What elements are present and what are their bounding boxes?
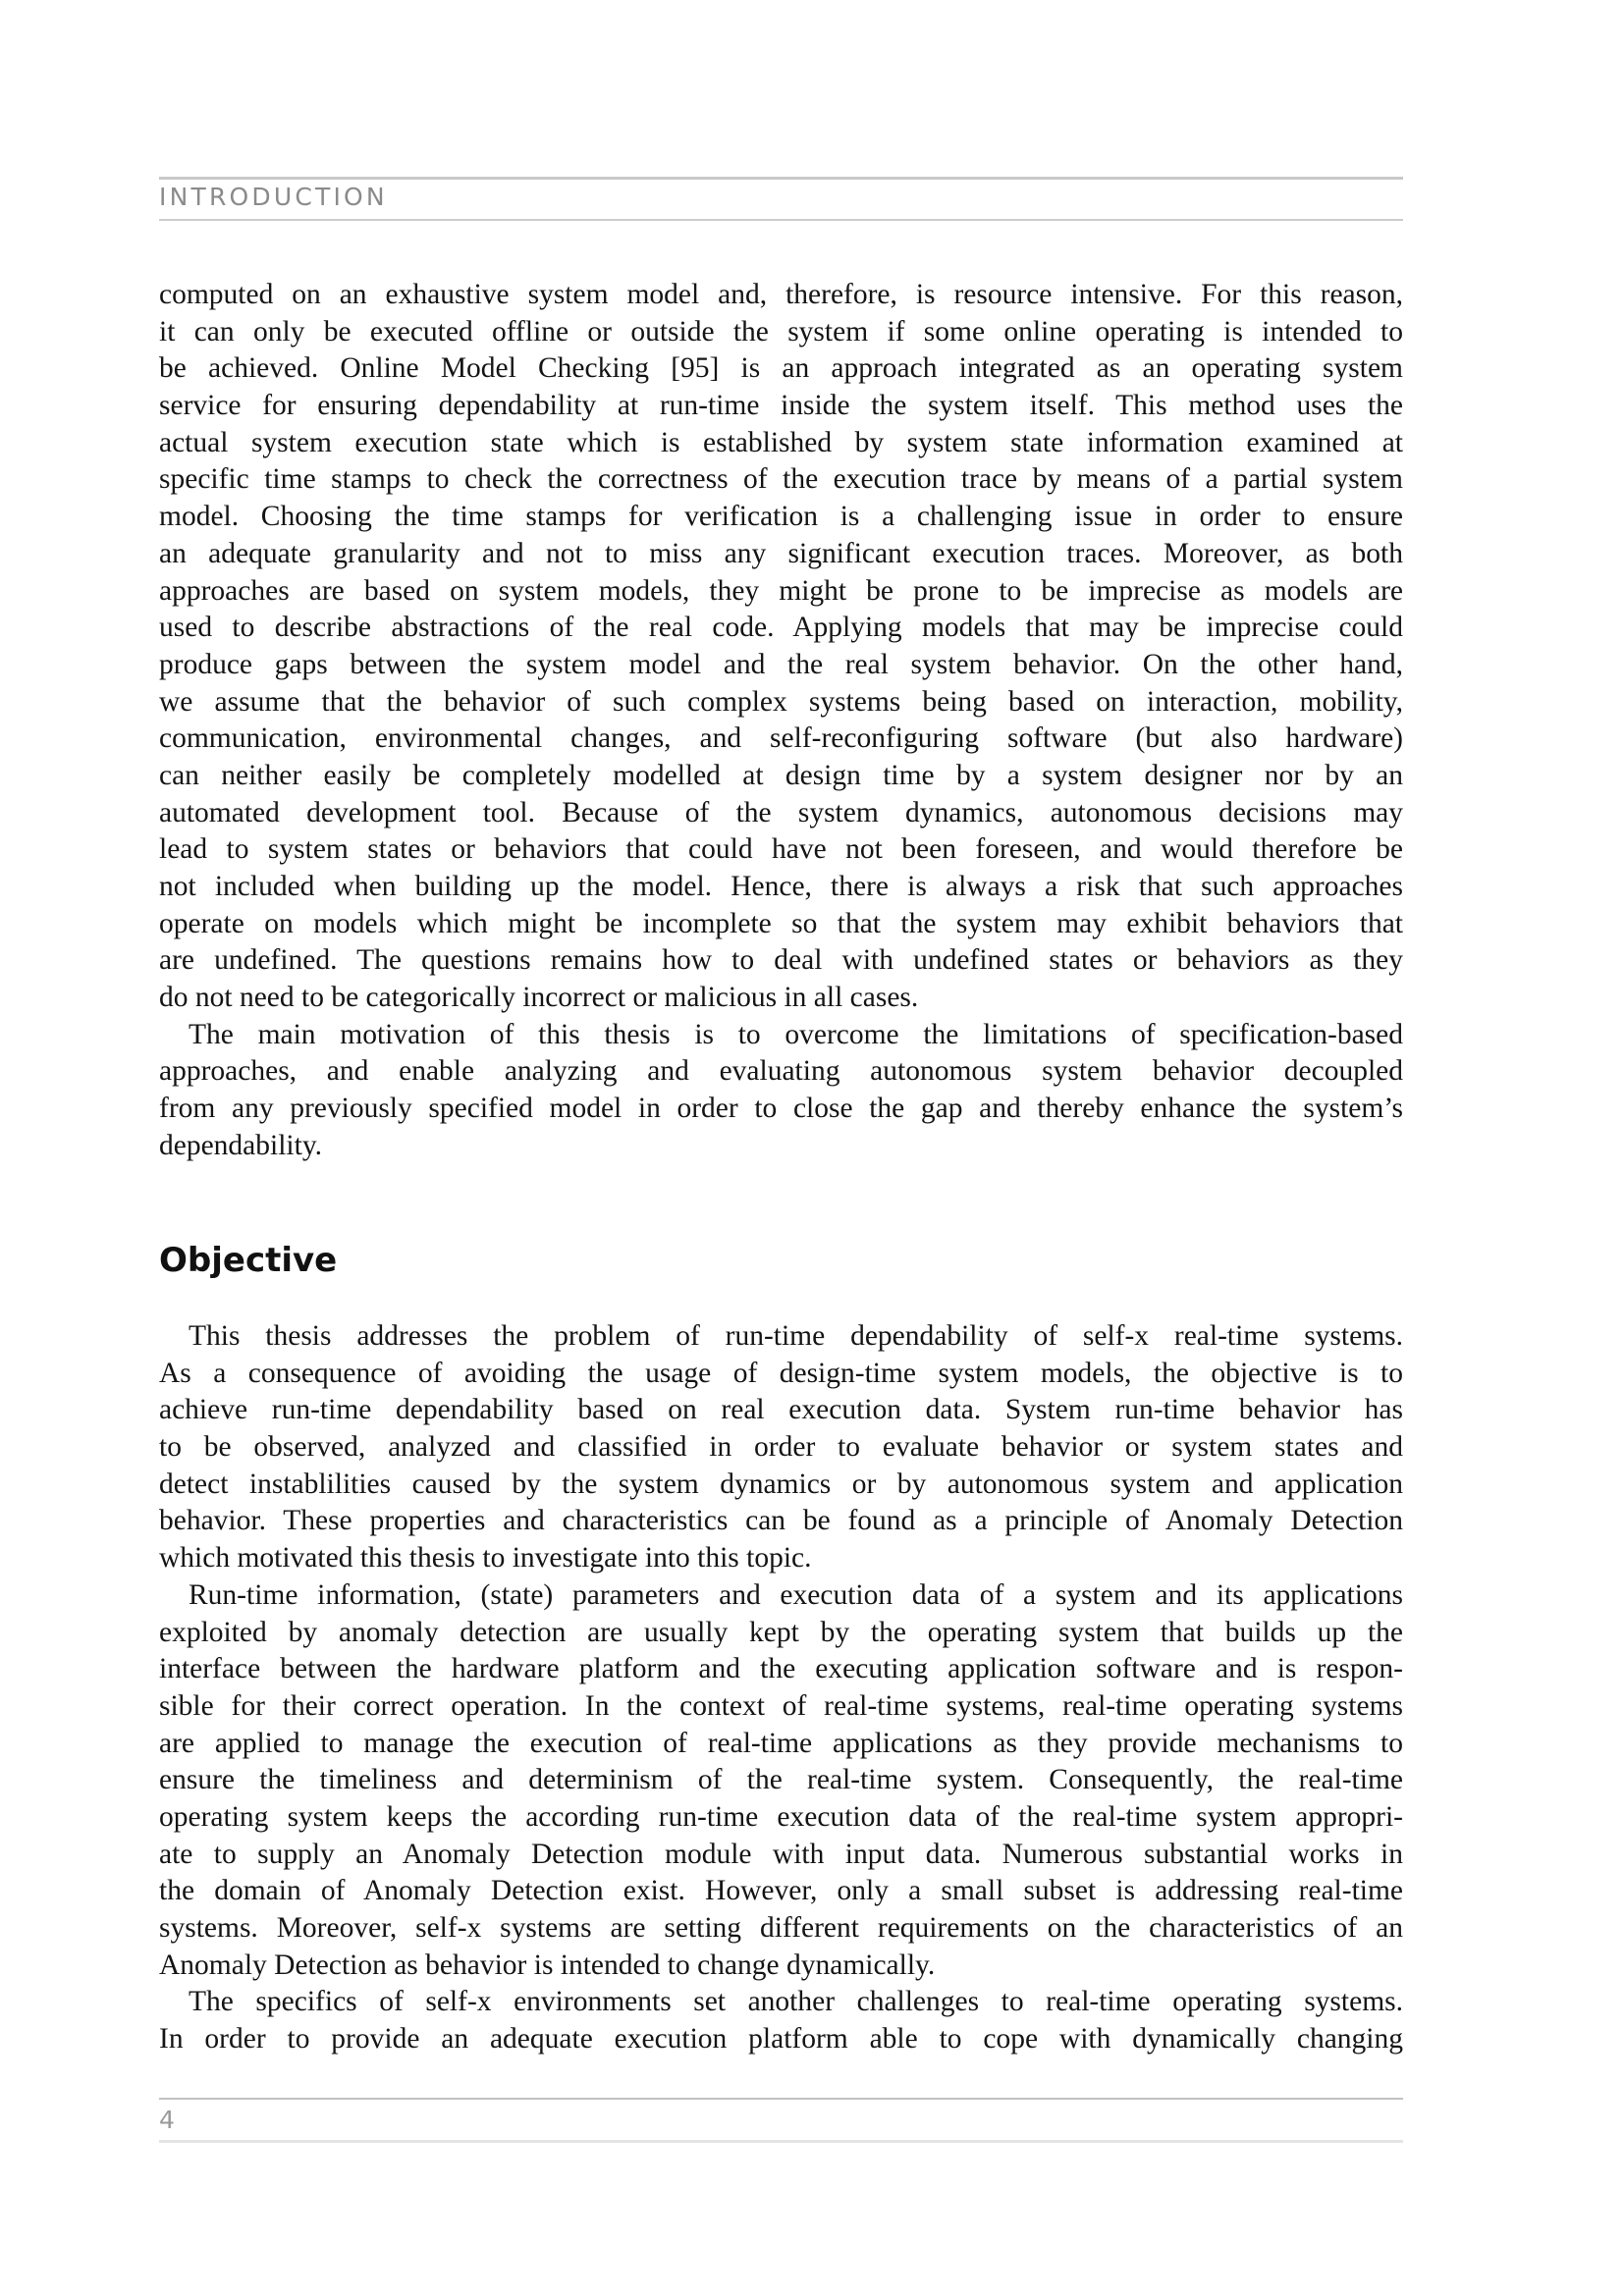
text-line: behavior. These properties and characteristics can be found as a principle of Anomaly Detection <box>159 1505 1403 1537</box>
text-line: ensure the timeliness and determinism of the real-time system. Consequently, the real-time <box>159 1764 1403 1796</box>
footer-bottom-rule <box>159 2140 1403 2143</box>
text-line: achieve run-time dependability based on real execution data. System run-time behavior has <box>159 1394 1403 1426</box>
text-line: communication, environmental changes, and self-reconfiguring software (but also hardware) <box>159 722 1403 755</box>
paragraph <box>159 1577 1403 1985</box>
text-line: In order to provide an adequate execution platform able to cope with dynamically changing <box>159 2023 1403 2056</box>
text-line: service for ensuring dependability at run-time inside the system itself. This method uses the <box>159 390 1403 422</box>
text-line: detect instablilities caused by the system dynamics or by autonomous system and application <box>159 1468 1403 1500</box>
header-bottom-rule <box>159 219 1403 221</box>
text-line: automated development tool. Because of the system dynamics, autonomous decisions may <box>159 796 1403 828</box>
text-line: are undefined. The questions remains how to deal with undefined states or behaviors as they <box>159 944 1403 977</box>
text-line: ate to supply an Anomaly Detection module with input data. Numerous substantial works in <box>159 1838 1403 1870</box>
text-line: Anomaly Detection as behavior is intended to change dynamically. <box>159 1949 936 1981</box>
header-top-rule <box>159 177 1403 180</box>
text-line: computed on an exhaustive system model and, therefore, is resource intensive. For this reason, <box>159 279 1403 310</box>
text-line: sible for their correct operation. In the context of real-time systems, real-time operating systems <box>159 1689 1403 1722</box>
text-line: operate on models which might be incomplete so that the system may exhibit behaviors that <box>159 907 1403 939</box>
text-line: operating system keeps the according run-time execution data of the real-time system appropri- <box>159 1800 1403 1833</box>
text-line: not included when building up the model. Hence, there is always a risk that such approaches <box>159 871 1403 902</box>
page-number: 4 <box>159 2106 175 2134</box>
text-line: be achieved. Online Model Checking [95] is an approach integrated as an operating system <box>159 352 1403 385</box>
text-line: approaches, and enable analyzing and evaluating autonomous system behavior decoupled <box>159 1055 1403 1088</box>
text-line: The specifics of self-x environments set another challenges to real-time operating systems. <box>189 1986 1403 2018</box>
objective-body-text <box>159 1318 1403 2058</box>
text-line: an adequate granularity and not to miss any significant execution traces. Moreover, as both <box>159 537 1403 569</box>
text-line: exploited by anomaly detection are usually kept by the operating system that builds up the <box>159 1616 1403 1648</box>
text-line: do not need to be categorically incorrect or malicious in all cases. <box>159 982 919 1014</box>
text-line: model. Choosing the time stamps for verification is a challenging issue in order to ensure <box>159 501 1403 533</box>
paragraph <box>159 1984 1403 2057</box>
text-line: used to describe abstractions of the real code. Applying models that may be imprecise could <box>159 612 1403 644</box>
text-line: the domain of Anomaly Detection exist. However, only a small subset is addressing real-time <box>159 1875 1403 1907</box>
text-line: it can only be executed offline or outside the system if some online operating is intended to <box>159 315 1403 347</box>
text-line: to be observed, analyzed and classified in order to evaluate behavior or system states and <box>159 1431 1403 1464</box>
text-line: The main motivation of this thesis is to overcome the limitations of specification-based <box>189 1018 1403 1050</box>
text-line: are applied to manage the execution of real-time applications as they provide mechanisms to <box>159 1727 1403 1759</box>
text-line: Run-time information, (state) parameters and execution data of a system and its applications <box>189 1578 1403 1611</box>
paragraph <box>159 277 1403 1017</box>
text-line: which motivated this thesis to investigate into this topic. <box>159 1542 812 1575</box>
text-line: This thesis addresses the problem of run-time dependability of self-x real-time systems. <box>189 1320 1403 1352</box>
text-line: produce gaps between the system model and the real system behavior. On the other hand, <box>159 648 1403 680</box>
section-heading-objective: Objective <box>159 1241 338 1280</box>
text-line: we assume that the behavior of such complex systems being based on interaction, mobility, <box>159 685 1403 718</box>
text-line: lead to system states or behaviors that could have not been foreseen, and would therefore be <box>159 833 1403 866</box>
text-line: interface between the hardware platform and the executing application software and is respon- <box>159 1653 1403 1685</box>
intro-body-text <box>159 277 1403 1165</box>
paragraph <box>159 1017 1403 1165</box>
text-line: systems. Moreover, self-x systems are setting different requirements on the characteristics of an <box>159 1912 1403 1944</box>
text-line: approaches are based on system models, they might be prone to be imprecise as models are <box>159 574 1403 607</box>
text-line: from any previously specified model in order to close the gap and thereby enhance the system’s <box>159 1093 1403 1125</box>
text-line: As a consequence of avoiding the usage of design-time system models, the objective is to <box>159 1357 1403 1389</box>
text-line: can neither easily be completely modelled at design time by a system designer nor by an <box>159 759 1403 791</box>
running-head: INTRODUCTION <box>159 183 388 211</box>
paragraph <box>159 1318 1403 1577</box>
text-line: specific time stamps to check the correctness of the execution trace by means of a partial system <box>159 463 1403 496</box>
text-line: actual system execution state which is established by system state information examined at <box>159 426 1403 458</box>
text-line: dependability. <box>159 1129 323 1161</box>
footer-top-rule <box>159 2098 1403 2100</box>
